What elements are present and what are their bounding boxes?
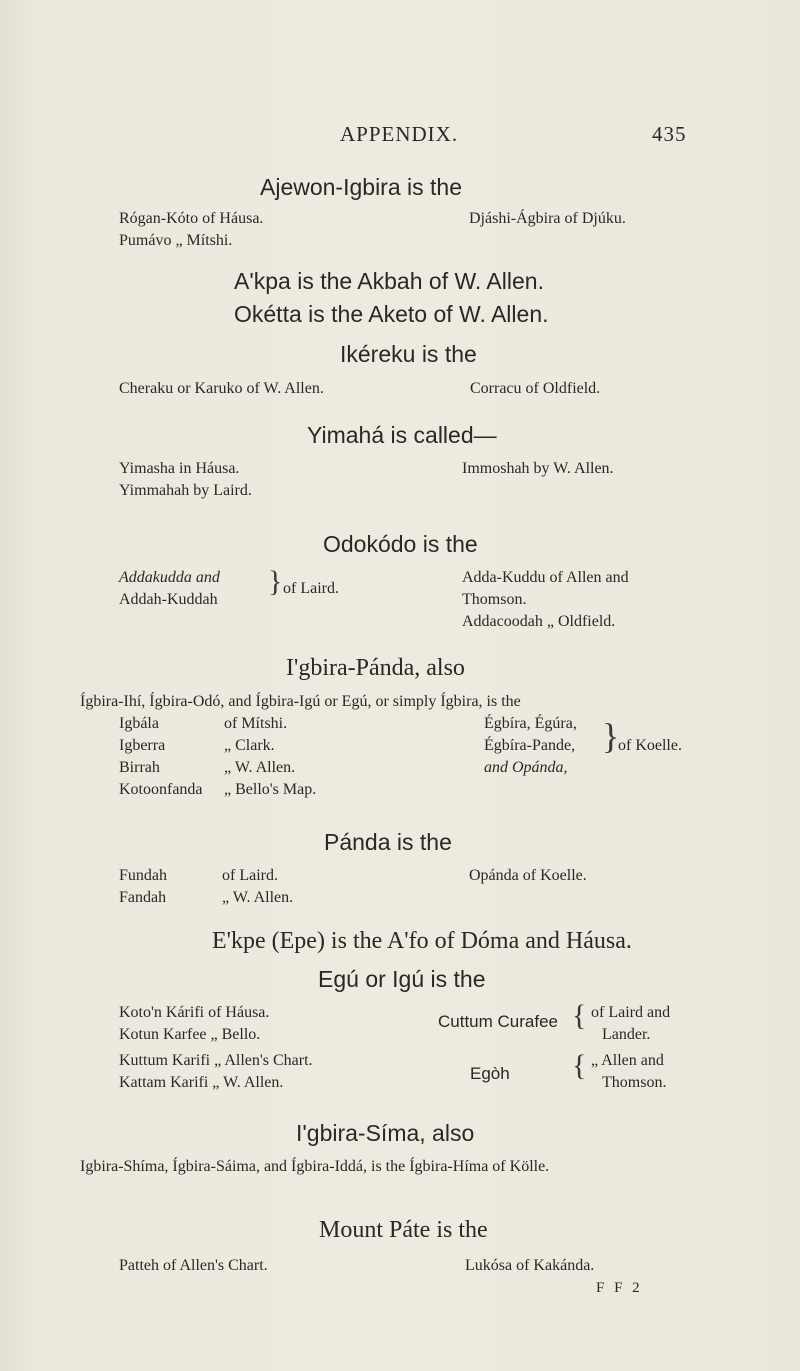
s11-left-line: Patteh of Allen's Chart. bbox=[119, 1257, 268, 1274]
section-title-igbira-panda: I'gbira-Pánda, also bbox=[286, 655, 465, 681]
s3-right-line: Corracu of Oldfield. bbox=[470, 380, 601, 397]
s5-left-line-2: Addah-Kuddah bbox=[119, 591, 218, 608]
s9-brace-2: { bbox=[572, 1049, 587, 1082]
s6-right-line-3: and Opánda, bbox=[484, 759, 568, 776]
s4-left-line-2: Yimmahah by Laird. bbox=[119, 482, 252, 499]
s5-left-line-1: Addakudda and bbox=[119, 569, 220, 586]
s7-right-line: Opánda of Koelle. bbox=[469, 867, 587, 884]
s9-cuttum-source-2: Lander. bbox=[602, 1026, 651, 1043]
s4-right-line: Immoshah by W. Allen. bbox=[462, 460, 614, 477]
signature-mark: F F 2 bbox=[596, 1280, 643, 1296]
s3-left-line: Cheraku or Karuko of W. Allen. bbox=[119, 380, 324, 397]
s6-source-3: „ W. Allen. bbox=[224, 759, 296, 776]
s9-cuttum-source-1: of Laird and bbox=[591, 1004, 671, 1021]
s6-of-koelle: of Koelle. bbox=[618, 737, 682, 754]
s11-right-line: Lukósa of Kakánda. bbox=[465, 1257, 595, 1274]
s6-source-4: „ Bello's Map. bbox=[224, 781, 317, 798]
s4-left-line-1: Yimasha in Háusa. bbox=[119, 460, 240, 477]
s1-left-line-1: Rógan-Kóto of Háusa. bbox=[119, 210, 264, 227]
s6-brace: } bbox=[602, 716, 620, 756]
s9-left-line-1: Koto'n Kárifi of Háusa. bbox=[119, 1004, 270, 1021]
oketta-line: Okétta is the Aketo of W. Allen. bbox=[234, 301, 549, 327]
s6-source-2: „ Clark. bbox=[224, 737, 275, 754]
s5-right-line-3: Addacoodah „ Oldfield. bbox=[462, 613, 616, 630]
s9-egoh-source-2: Thomson. bbox=[602, 1074, 667, 1091]
section-title-ajewon: Ajewon-Igbira is the bbox=[260, 174, 462, 200]
section-title-igbira-sima: I'gbira-Síma, also bbox=[296, 1120, 475, 1146]
s9-left-line-4: Kattam Karifi „ W. Allen. bbox=[119, 1074, 284, 1091]
section-title-egu: Egú or Igú is the bbox=[318, 966, 486, 992]
s6-name-4: Kotoonfanda bbox=[119, 781, 203, 798]
s6-intro-line: Ígbira-Ihí, Ígbira-Odó, and Ígbira-Igú or Egú, or simply Ígbira, is the bbox=[80, 693, 521, 710]
ekpe-line: E'kpe (Epe) is the A'fo of Dóma and Háusa. bbox=[212, 928, 632, 954]
s6-name-1: Igbála bbox=[119, 715, 159, 732]
s7-source-2: „ W. Allen. bbox=[222, 889, 294, 906]
akpa-line: A'kpa is the Akbah of W. Allen. bbox=[234, 268, 544, 294]
s9-egoh: Egòh bbox=[470, 1064, 510, 1083]
s7-name-1: Fundah bbox=[119, 867, 167, 884]
s6-source-1: of Mítshi. bbox=[224, 715, 288, 732]
section-title-ikereku: Ikéreku is the bbox=[340, 341, 477, 367]
s9-brace-1: { bbox=[572, 999, 587, 1032]
s6-right-line-2: Égbíra-Pande, bbox=[484, 737, 576, 754]
s5-of-laird: of Laird. bbox=[283, 580, 339, 597]
s5-right-line-2: Thomson. bbox=[462, 591, 527, 608]
section-title-panda: Pánda is the bbox=[324, 829, 452, 855]
s7-source-1: of Laird. bbox=[222, 867, 278, 884]
s5-brace: } bbox=[268, 565, 283, 598]
s6-right-line-1: Égbíra, Égúra, bbox=[484, 715, 577, 732]
running-header-title: APPENDIX. bbox=[340, 122, 459, 146]
s9-cuttum-curafee: Cuttum Curafee bbox=[438, 1012, 558, 1031]
page-number: 435 bbox=[652, 122, 687, 146]
section-title-odokodo: Odokódo is the bbox=[323, 531, 478, 557]
s9-left-line-2: Kotun Karfee „ Bello. bbox=[119, 1026, 261, 1043]
s1-left-line-2: Pumávo „ Mítshi. bbox=[119, 232, 233, 249]
section-title-yimaha: Yimahá is called— bbox=[307, 422, 497, 448]
s6-name-2: Igberra bbox=[119, 737, 166, 754]
s1-right-line: Djáshi-Ágbira of Djúku. bbox=[469, 210, 626, 227]
s9-left-line-3: Kuttum Karifi „ Allen's Chart. bbox=[119, 1052, 313, 1069]
s6-name-3: Birrah bbox=[119, 759, 160, 776]
s9-egoh-source-1: „ Allen and bbox=[591, 1052, 664, 1069]
section-title-mount-pate: Mount Páte is the bbox=[319, 1217, 488, 1243]
s5-right-line-1: Adda-Kuddu of Allen and bbox=[462, 569, 629, 586]
s10-line: Igbira-Shíma, Ígbira-Sáima, and Ígbira-Iddá, is the Ígbira-Híma of Kölle. bbox=[80, 1158, 550, 1175]
s7-name-2: Fandah bbox=[119, 889, 167, 906]
